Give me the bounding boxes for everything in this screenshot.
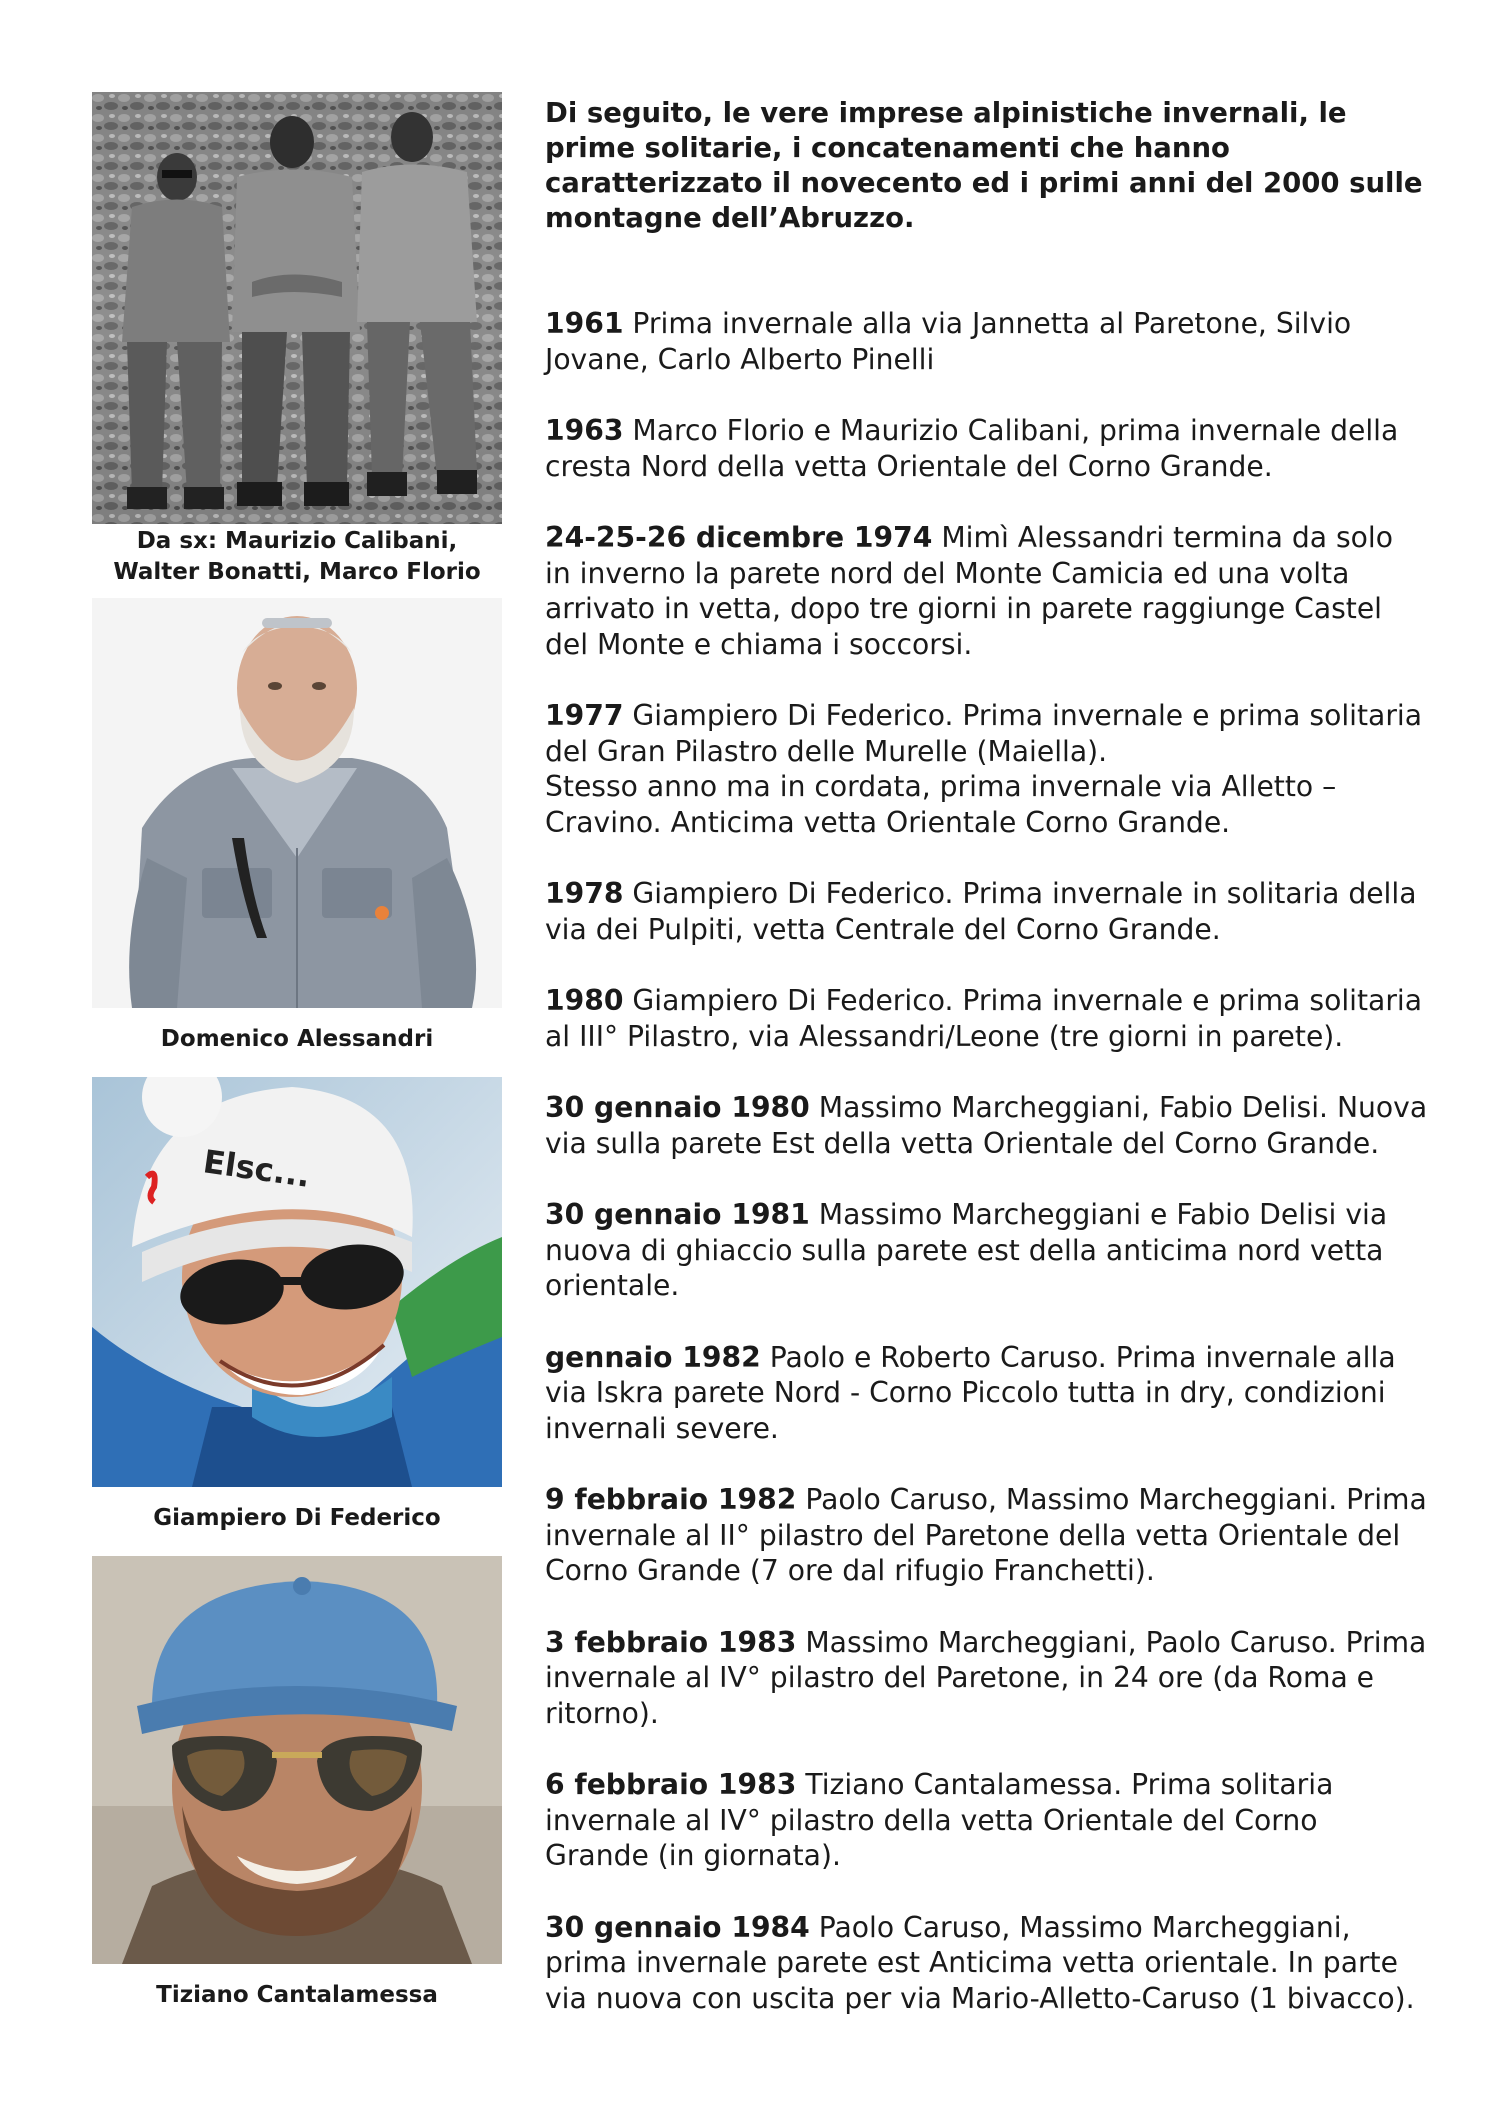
entry-text: Giampiero Di Federico. Prima invernale in solitaria della — [632, 877, 1417, 910]
entry-text: Cravino. Anticima vetta Orientale Corno Grande. — [545, 805, 1231, 839]
entry-line — [545, 1553, 1445, 1589]
entry-line — [545, 983, 1445, 1019]
caption-line: Giampiero Di Federico — [153, 1505, 441, 1531]
entry-date: 9 febbraio 1982 — [545, 1483, 797, 1516]
chronology-entry — [545, 1340, 1445, 1447]
entry-text: Jovane, Carlo Alberto Pinelli — [545, 342, 935, 376]
entry-line — [545, 805, 1445, 841]
entry-text: cresta Nord della vetta Orientale del Corno Grande. — [545, 449, 1273, 483]
entry-date: 1977 — [545, 699, 624, 732]
photo-column — [92, 92, 502, 2011]
entry-text: prima invernale parete est Anticima vetta orientale. In parte — [545, 1946, 1398, 1979]
entry-line — [545, 769, 1445, 805]
chronology-entry — [545, 1625, 1445, 1732]
chronology-entry — [545, 876, 1445, 947]
entry-line — [545, 734, 1445, 770]
chronology-entry — [545, 520, 1445, 662]
entry-text: Paolo e Roberto Caruso. Prima invernale alla — [769, 1340, 1396, 1374]
photo-domenico-alessandri — [92, 598, 502, 1008]
entry-text: invernale al II° pilastro del Paretone della vetta Orientale del — [545, 1518, 1401, 1552]
entry-line — [545, 1696, 1445, 1732]
entry-text: via sulla parete Est della vetta Orientale del Corno Grande. — [545, 1126, 1380, 1160]
entry-date: 30 gennaio 1980 — [545, 1091, 810, 1124]
entry-text: Paolo Caruso, Massimo Marcheggiani. Prima — [805, 1483, 1427, 1516]
entry-text: arrivato in vetta, dopo tre giorni in parete raggiunge Castel — [545, 592, 1383, 625]
entry-text: Massimo Marcheggiani e Fabio Delisi via — [818, 1198, 1388, 1231]
entry-text: orientale. — [545, 1269, 680, 1302]
entry-line — [545, 1767, 1445, 1803]
entry-text: Paolo Caruso, Massimo Marcheggiani, — [818, 1910, 1351, 1944]
entry-line — [545, 1803, 1445, 1839]
caption-line: Tiziano Cantalamessa — [156, 1982, 438, 2008]
entry-line — [545, 413, 1445, 449]
entry-line — [545, 1660, 1445, 1696]
photo-caption-3 — [92, 1503, 502, 1534]
entry-text: in inverno la parete nord del Monte Camicia ed una volta — [545, 556, 1350, 590]
chronology-entry — [545, 698, 1445, 840]
entry-line — [545, 556, 1445, 592]
entry-text: del Monte e chiama i soccorsi. — [545, 627, 973, 661]
entry-text: nuova di ghiaccio sulla parete est della anticima nord vetta — [545, 1233, 1384, 1267]
photo-caption-1 — [92, 526, 502, 588]
entry-text: Corno Grande (7 ore dal rifugio Franchetti). — [545, 1554, 1155, 1587]
entry-date: 6 febbraio 1983 — [545, 1768, 797, 1801]
entry-text: Prima invernale alla via Jannetta al Paretone, Silvio — [632, 307, 1352, 340]
entry-line — [545, 1945, 1445, 1981]
entry-line — [545, 698, 1445, 734]
entry-line — [545, 627, 1445, 663]
entry-line — [545, 1518, 1445, 1554]
entry-text: invernale al IV° pilastro del Paretone, in 24 ore (da Roma e — [545, 1661, 1375, 1694]
entry-line — [545, 1838, 1445, 1874]
entry-line — [545, 1090, 1445, 1126]
entry-line — [545, 449, 1445, 485]
entry-text: Massimo Marcheggiani, Paolo Caruso. Prima — [805, 1625, 1427, 1659]
entry-line — [545, 1340, 1445, 1376]
photo-tiziano-cantalamessa — [92, 1556, 502, 1964]
entry-line — [545, 912, 1445, 948]
entry-line — [545, 591, 1445, 627]
entry-text: ritorno). — [545, 1696, 659, 1730]
entry-date: 30 gennaio 1981 — [545, 1198, 810, 1231]
intro-paragraph: Di seguito, le vere imprese alpinistiche invernali, le prime solitarie, i concatenamenti che hanno caratterizzato il novecento ed i primi anni del 2000 sulle montagne dell’Abruzzo. — [545, 97, 1423, 234]
text-column — [545, 96, 1445, 2052]
entry-line — [545, 1411, 1445, 1447]
chronology-entry — [545, 1482, 1445, 1589]
hat-logo-text: Elsc... — [200, 1142, 313, 1195]
entry-text: via Iskra parete Nord - Corno Piccolo tutta in dry, condizioni — [545, 1376, 1386, 1409]
chronology-entry — [545, 306, 1445, 377]
entry-date: 1963 — [545, 414, 624, 447]
entry-date: gennaio 1982 — [545, 1340, 761, 1374]
entry-text: Giampiero Di Federico. Prima invernale e prima solitaria — [632, 699, 1423, 732]
chronology-entry — [545, 1767, 1445, 1874]
entry-line — [545, 520, 1445, 556]
chronology-list — [545, 306, 1445, 2016]
entry-text: Giampiero Di Federico. Prima invernale e prima solitaria — [632, 984, 1423, 1017]
caption-line: Walter Bonatti, Marco Florio — [113, 559, 481, 585]
entry-line — [545, 1375, 1445, 1411]
entry-text: via nuova con uscita per via Mario-Alletto-Caruso (1 bivacco). — [545, 1981, 1415, 2015]
entry-text: invernali severe. — [545, 1411, 779, 1445]
entry-text: via dei Pulpiti, vetta Centrale del Corno Grande. — [545, 912, 1221, 946]
entry-date: 3 febbraio 1983 — [545, 1625, 797, 1659]
entry-line — [545, 876, 1445, 912]
entry-text: al III° Pilastro, via Alessandri/Leone (tre giorni in parete). — [545, 1019, 1344, 1053]
entry-text: del Gran Pilastro delle Murelle (Maiella). — [545, 734, 1108, 768]
entry-text: Massimo Marcheggiani, Fabio Delisi. Nuova — [818, 1091, 1428, 1124]
entry-date: 30 gennaio 1984 — [545, 1910, 810, 1944]
entry-text: Grande (in giornata). — [545, 1839, 841, 1872]
chronology-entry — [545, 983, 1445, 1054]
entry-date: 1980 — [545, 984, 624, 1017]
photo-calibani-bonatti-florio — [92, 92, 502, 524]
chronology-entry — [545, 1197, 1445, 1304]
entry-line — [545, 342, 1445, 378]
entry-line — [545, 1268, 1445, 1304]
entry-text: Tiziano Cantalamessa. Prima solitaria — [805, 1768, 1334, 1801]
photo-giampiero-di-federico — [92, 1077, 502, 1487]
entry-line — [545, 1482, 1445, 1518]
entry-text: Marco Florio e Maurizio Calibani, prima invernale della — [632, 414, 1399, 447]
entry-text: invernale al IV° pilastro della vetta Orientale del Corno — [545, 1803, 1318, 1837]
caption-line: Da sx: Maurizio Calibani, — [136, 528, 458, 554]
entry-line — [545, 1910, 1445, 1946]
photo-caption-4 — [92, 1980, 502, 2011]
chronology-entry — [545, 1090, 1445, 1161]
entry-line — [545, 1981, 1445, 2017]
entry-text: Mimì Alessandri termina da solo — [941, 521, 1394, 554]
entry-date: 1961 — [545, 307, 624, 340]
chronology-entry — [545, 413, 1445, 484]
chronology-entry — [545, 1910, 1445, 2017]
entry-line — [545, 1625, 1445, 1661]
entry-line — [545, 1233, 1445, 1269]
entry-text: Stesso anno ma in cordata, prima invernale via Alletto – — [545, 770, 1337, 803]
entry-date: 1978 — [545, 877, 624, 910]
entry-line — [545, 306, 1445, 342]
entry-line — [545, 1019, 1445, 1055]
photo-caption-2 — [92, 1024, 502, 1055]
entry-date: 24-25-26 dicembre 1974 — [545, 521, 933, 554]
entry-line — [545, 1197, 1445, 1233]
entry-line — [545, 1126, 1445, 1162]
caption-line: Domenico Alessandri — [160, 1026, 434, 1052]
